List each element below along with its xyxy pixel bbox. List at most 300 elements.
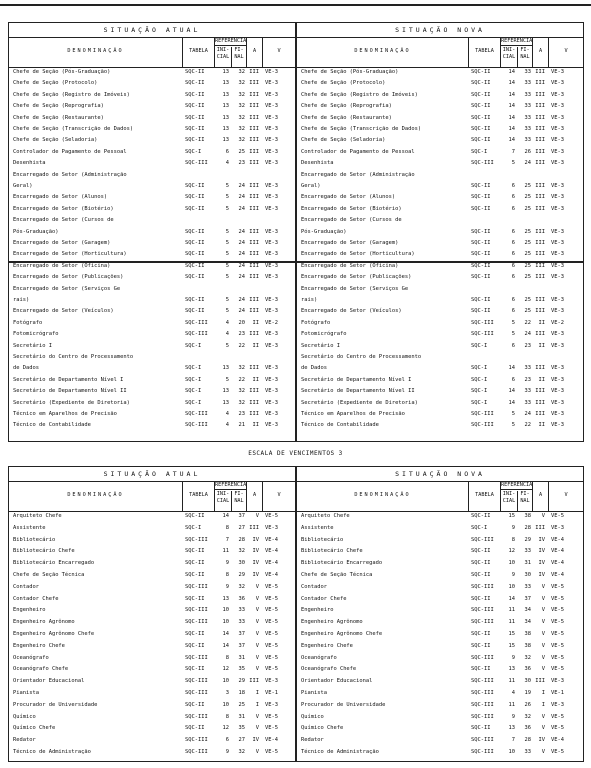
tabela-cell: SQC-I [471,524,488,531]
a-cell: IV [538,560,545,567]
final-cell: 24 [238,194,245,201]
col-referencia [501,37,533,67]
inicial-cell: 5 [225,262,229,269]
tabela-cell: SQC-I [471,388,488,395]
tabela-cell: SQC-II [185,572,205,578]
v-cell: VE-3 [265,183,278,189]
denominacao-cell: Encarregado de Setor (Biotério) [13,205,114,212]
inicial-cell: 14 [508,69,515,75]
table-row [297,78,583,89]
table-row [9,204,295,215]
a-cell: I [541,701,545,708]
denominacao-cell: Oceanógrafo [13,654,49,661]
tabela-cell: SQC-III [185,749,208,755]
a-cell: III [535,240,545,246]
inicial-cell: 14 [508,103,515,110]
v-cell: VE-3 [551,103,564,110]
final-cell: 25 [524,274,531,281]
v-cell: VE-4 [265,572,278,578]
table-row [297,605,583,616]
v-cell: VE-3 [265,365,278,372]
table-row [9,306,295,317]
final-cell: 25 [524,194,531,201]
tabela-cell: SQC-II [185,194,205,201]
denominacao-cell: Técnico em Aparelhos de Precisão [13,411,117,417]
denominacao-cell: Encarregado de Setor (Biotério) [301,205,402,212]
a-cell: III [535,228,545,235]
inicial-cell: 5 [511,319,515,326]
denominacao-cell: Secretário de Departamento Nível II [301,388,415,395]
a-cell: I [255,701,259,708]
final-cell: 26 [524,701,531,708]
a-cell: III [535,365,545,372]
v-cell: VE-3 [265,69,278,75]
v-cell: VE-3 [551,274,564,281]
tabela-cell: SQC-II [471,240,491,246]
final-cell: 33 [524,91,531,98]
a-cell: V [541,583,545,590]
situacao-nova-panel-1 [297,23,583,441]
table-row [9,238,295,249]
table-row [297,318,583,329]
col-a [247,37,263,67]
tabela-cell: SQC-III [471,678,494,685]
denominacao-cell: Secretário (Expediente de Diretoria) [13,399,130,406]
a-cell: III [535,331,545,338]
final-cell: 30 [238,560,245,567]
v-cell: VE-3 [551,69,564,75]
final-cell: 22 [238,342,245,349]
col-tabela [469,37,501,67]
v-cell: VE-3 [265,297,278,303]
a-cell: V [541,654,545,661]
v-cell: VE-3 [551,160,564,167]
denominacao-cell: Desenhista [301,160,334,167]
denominacao-cell: Geral) [301,183,321,189]
denominacao-cell: Químico Chefe [13,725,56,732]
denominacao-cell: Engenheiro [13,607,46,614]
a-cell: V [255,607,259,614]
tabela-cell: SQC-II [471,642,491,649]
tabela-cell: SQC-II [471,228,491,235]
table-row [9,582,295,593]
a-cell: III [249,308,259,315]
v-cell: VE-3 [551,411,564,417]
v-cell: VE-3 [265,701,278,708]
tabela-cell: SQC-II [471,69,491,75]
v-cell: VE-3 [265,80,278,87]
table-row [9,318,295,329]
table-row [9,249,295,260]
table-row [297,629,583,640]
final-cell: 24 [238,205,245,212]
inicial-cell: 10 [222,701,229,708]
denominacao-cell: Encarregado de Setor (Garagem) [301,240,399,246]
final-cell: 33 [524,749,531,755]
v-cell: VE-3 [551,251,564,258]
inicial-cell: 4 [225,319,229,326]
denominacao-cell: Assistente [301,524,334,531]
final-cell: 28 [524,524,531,531]
table-row [9,605,295,616]
tabela-cell: SQC-III [471,749,494,755]
inicial-cell: 12 [508,548,515,555]
table-row [297,181,583,192]
tabela-cell: SQC-III [471,536,494,543]
section-header-atual: SITUAÇÃO ATUAL [9,23,295,38]
denominacao-cell: Bibliotecário [301,536,344,543]
tabela-cell: SQC-II [185,114,205,121]
header-tabela: TABELA [189,48,208,54]
final-cell: 21 [238,422,245,429]
table-row [9,747,295,758]
table-row [9,170,295,181]
denominacao-cell: Químico [13,713,36,720]
tabela-cell: SQC-III [471,160,494,167]
denominacao-cell: Chefe de Seção (Reprografia) [301,103,392,110]
tabela-cell: SQC-II [471,308,491,315]
denominacao-cell: Chefe de Seção (Transcrição de Dados) [13,126,134,132]
a-cell: III [249,365,259,372]
denominacao-cell: Contador Chefe [301,595,347,602]
v-cell: VE-5 [551,631,564,637]
v-cell: VE-3 [265,399,278,406]
tabela-cell: SQC-III [185,160,208,167]
v-cell: VE-5 [265,607,278,614]
tabela-cell: SQC-I [185,388,202,395]
col-referencia [215,37,247,67]
inicial-cell: 13 [508,666,515,673]
denominacao-cell: Encarregado de Setor (Oficina) [13,262,111,269]
table-row [9,398,295,409]
table-row [297,664,583,675]
tabela-cell: SQC-II [471,205,491,212]
a-cell: III [249,388,259,395]
inicial-cell: 6 [511,228,515,235]
a-cell: IV [252,536,259,543]
v-cell: VE-3 [551,422,564,429]
tabela-cell: SQC-III [471,654,494,661]
v-cell: VE-3 [265,126,278,132]
inicial-cell: 10 [222,607,229,614]
table-row [297,546,583,557]
table-row [9,570,295,581]
final-cell: 33 [524,583,531,590]
inicial-cell: 6 [225,737,229,744]
final-cell: 33 [238,619,245,626]
v-cell: VE-3 [265,148,278,155]
v-cell: VE-5 [265,631,278,637]
tabela-cell: SQC-II [185,262,205,269]
inicial-cell: 5 [511,411,515,417]
col-denominacao [9,481,183,511]
v-cell: VE-4 [551,737,564,744]
inicial-cell: 14 [508,80,515,87]
tabela-cell: SQC-II [471,595,491,602]
inicial-cell: 6 [511,274,515,281]
header-referencia: REFERÊNCIA [215,482,247,488]
denominacao-cell: Contador [301,583,327,590]
inicial-cell: 8 [225,524,229,531]
col-a [533,481,549,511]
final-cell: 33 [524,365,531,372]
col-tabela [183,37,215,67]
final-cell: 23 [238,411,245,417]
table-row [297,363,583,374]
final-cell: 32 [238,365,245,372]
top-rule [0,4,591,6]
final-cell: 29 [238,572,245,578]
inicial-cell: 14 [508,137,515,144]
column-headers [297,481,583,512]
col-v [263,37,295,67]
tabela-cell: SQC-II [471,297,491,303]
tabela-cell: SQC-I [185,342,202,349]
final-cell: 24 [238,262,245,269]
final-cell: 27 [238,524,245,531]
v-cell: VE-5 [265,642,278,649]
tabela-cell: SQC-II [471,80,491,87]
final-cell: 25 [524,228,531,235]
a-cell: III [249,103,259,110]
tabela-cell: SQC-I [185,376,202,383]
a-cell: III [249,91,259,98]
table-row [297,192,583,203]
tabela-cell: SQC-III [471,331,494,338]
v-cell: VE-3 [551,114,564,121]
a-cell: IV [252,737,259,744]
header-referencia: REFERÊNCIA [215,38,247,44]
tabela-cell: SQC-II [471,137,491,144]
inicial-cell: 6 [225,148,229,155]
v-cell: VE-3 [265,114,278,121]
a-cell: V [541,713,545,720]
table-row [9,409,295,420]
denominacao-cell: Chefe de Seção (Reprografia) [13,103,104,110]
final-cell: 31 [524,560,531,567]
denominacao-cell: Encarregado de Setor (Horticultura) [301,251,415,258]
v-cell: VE-5 [551,595,564,602]
inicial-cell: 13 [222,114,229,121]
denominacao-cell: Redator [13,737,36,744]
inicial-cell: 8 [225,654,229,661]
inicial-cell: 8 [511,536,515,543]
denominacao-cell: rais) [13,297,30,303]
v-cell: VE-3 [265,137,278,144]
a-cell: V [255,595,259,602]
denominacao-cell: Técnico de Administração [13,749,91,755]
v-cell: VE-5 [265,654,278,661]
tabela-cell: SQC-I [471,342,488,349]
v-cell: VE-2 [551,319,564,326]
a-cell: V [541,749,545,755]
tabela-cell: SQC-III [185,737,208,744]
situacao-nova-panel-2 [297,467,583,761]
table-row [9,723,295,734]
v-cell: VE-4 [551,548,564,555]
denominacao-cell: Secretário I [13,342,52,349]
a-cell: II [252,319,259,326]
table-row [9,363,295,374]
a-cell: III [535,160,545,167]
inicial-cell: 6 [511,251,515,258]
denominacao-cell: Assistente [13,524,46,531]
table-row [297,398,583,409]
final-cell: 24 [238,274,245,281]
a-cell: II [538,342,545,349]
final-cell: 25 [524,183,531,189]
denominacao-cell: Pianista [13,690,39,696]
final-cell: 24 [238,251,245,258]
denominacao-cell: Encarregado de Setor (Horticultura) [13,251,127,258]
denominacao-cell: Contador Chefe [13,595,59,602]
v-cell: VE-4 [265,548,278,555]
denominacao-cell: Chefe de Seção (Seladoria) [301,137,386,144]
a-cell: IV [538,548,545,555]
inicial-cell: 5 [511,422,515,429]
v-cell: VE-5 [265,583,278,590]
v-cell: VE-3 [265,342,278,349]
a-cell: III [249,194,259,201]
tabela-cell: SQC-II [185,80,205,87]
denominacao-cell: Chefe de Seção Técnica [13,572,85,578]
table-row [9,617,295,628]
table-row [9,158,295,169]
inicial-cell: 10 [508,749,515,755]
denominacao-cell: Secretário de Departamento Nível I [13,376,124,383]
tabela-cell: SQC-II [185,205,205,212]
denominacao-cell: Chefe de Seção (Pós-Graduação) [301,69,399,75]
table-block-1 [8,22,584,442]
denominacao-cell: Secretário de Departamento Nível I [301,376,412,383]
denominacao-cell: Fotomicrógrafo [13,331,59,338]
v-cell: VE-3 [551,183,564,189]
inicial-cell: 4 [225,331,229,338]
inicial-cell: 5 [225,308,229,315]
header-final: FI- NAL [234,47,244,60]
a-cell: V [541,607,545,614]
table-row [9,523,295,534]
tabela-cell: SQC-II [185,725,205,732]
denominacao-cell: Desenhista [13,160,46,167]
inicial-cell: 8 [225,572,229,578]
denominacao-cell: Bibliotecário Encarregado [13,560,95,567]
final-cell: 33 [524,80,531,87]
denominacao-cell: Encarregado de Setor (Publicações) [301,274,412,281]
table-row [297,124,583,135]
final-cell: 38 [524,631,531,637]
tabela-cell: SQC-II [185,666,205,673]
tabela-cell: SQC-III [471,607,494,614]
table-row [9,352,295,363]
denominacao-cell: Secretário (Expediente de Diretoria) [301,399,418,406]
table-row [297,723,583,734]
column-headers [9,481,295,512]
final-cell: 29 [238,678,245,685]
v-cell: VE-5 [551,725,564,732]
denominacao-cell: Encarregado de Setor (Serviços Ge [13,285,121,292]
table-row [297,272,583,283]
tabela-cell: SQC-III [185,536,208,543]
final-cell: 25 [238,148,245,155]
tabela-cell: SQC-III [471,713,494,720]
denominacao-cell: Encarregado de Setor (Alunos) [301,194,396,201]
header-inicial: INI- CIAL [501,491,518,511]
table-row [9,101,295,112]
tabela-cell: SQC-III [471,422,494,429]
denominacao-cell: Orientador Educacional [301,678,373,685]
final-cell: 25 [524,240,531,246]
v-cell: VE-3 [265,524,278,531]
final-cell: 35 [238,725,245,732]
table-row [9,329,295,340]
denominacao-cell: Chefe de Seção (Protocolo) [301,80,386,87]
inicial-cell: 10 [508,583,515,590]
table-row [297,641,583,652]
denominacao-cell: Contador [13,583,39,590]
v-cell: VE-3 [551,137,564,144]
denominacao-cell: Técnico de Administração [301,749,379,755]
inicial-cell: 14 [508,91,515,98]
v-cell: VE-3 [551,194,564,201]
final-cell: 37 [238,513,245,519]
final-cell: 23 [238,160,245,167]
inicial-cell: 14 [508,114,515,121]
final-cell: 32 [238,69,245,75]
tabela-cell: SQC-I [471,376,488,383]
v-cell: VE-5 [551,666,564,673]
col-denominacao [297,37,469,67]
header-final: FI- NAL [234,491,244,504]
table-row [9,272,295,283]
denominacao-cell: Arquiteto Chefe [13,513,62,519]
inicial-cell: 10 [508,560,515,567]
final-cell: 36 [524,666,531,673]
table-row [297,688,583,699]
table-row [297,238,583,249]
header-inicial: INI- CIAL [501,47,518,67]
v-cell: VE-4 [265,737,278,744]
denominacao-cell: Pianista [301,690,327,696]
inicial-cell: 9 [511,713,515,720]
v-cell: VE-5 [551,713,564,720]
denominacao-cell: Técnico de Contabilidade [13,422,91,429]
table-row [9,558,295,569]
a-cell: V [541,642,545,649]
tabela-cell: SQC-I [185,148,202,155]
denominacao-cell: Oceanógrafo Chefe [301,666,357,673]
a-cell: III [535,678,545,685]
inicial-cell: 14 [508,126,515,132]
denominacao-cell: Geral) [13,183,33,189]
a-cell: II [538,376,545,383]
table-row [9,688,295,699]
a-cell: III [535,126,545,132]
tabela-cell: SQC-III [185,331,208,338]
table-row [9,735,295,746]
tabela-cell: SQC-II [185,228,205,235]
final-cell: 31 [238,713,245,720]
table-row [9,181,295,192]
tabela-cell: SQC-II [471,560,491,567]
col-denominacao [9,37,183,67]
col-v [263,481,295,511]
final-cell: 28 [238,536,245,543]
inicial-cell: 4 [225,160,229,167]
header-tabela: TABELA [475,492,494,498]
final-cell: 33 [524,137,531,144]
final-cell: 32 [238,114,245,121]
